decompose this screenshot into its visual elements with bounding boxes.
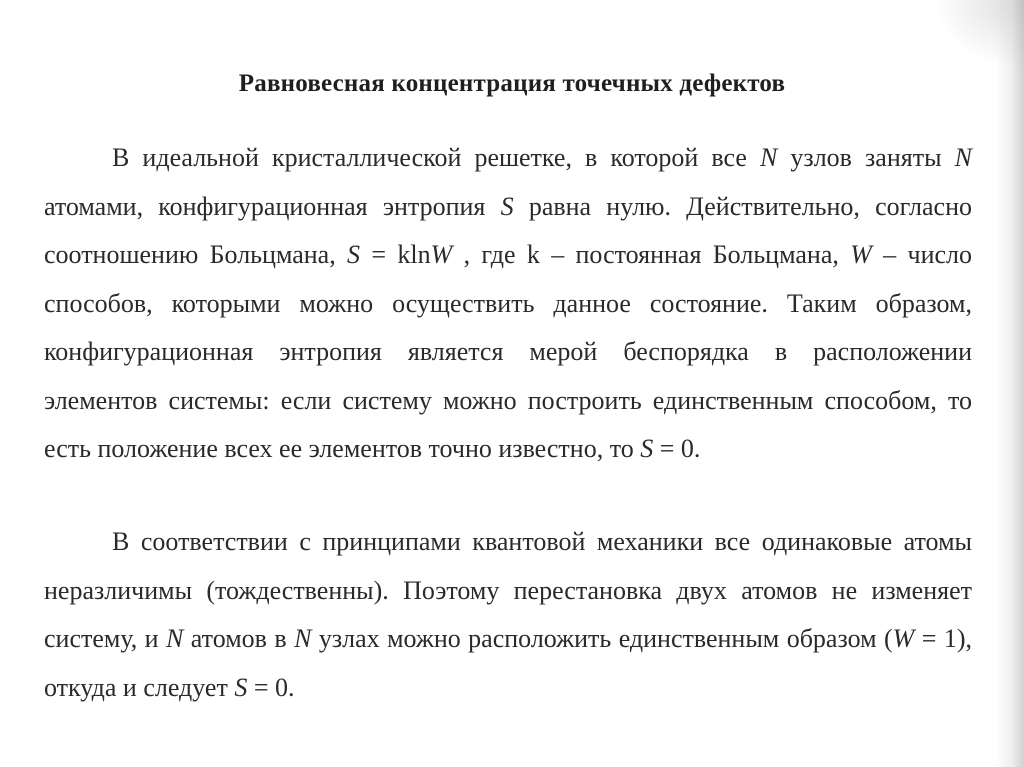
text-run: , где k – постоянная Больцмана, xyxy=(452,240,851,269)
text-run: = 0. xyxy=(247,672,295,702)
page-title: Равновесная концентрация точечных дефектов xyxy=(238,70,786,97)
text-run: = 0. xyxy=(653,434,701,463)
paragraph-2 xyxy=(44,518,972,712)
symbol-s: S xyxy=(347,240,361,269)
symbol-n: N xyxy=(760,143,778,172)
paragraph-1 xyxy=(44,134,972,474)
symbol-w: W xyxy=(892,624,915,653)
symbol-n: N xyxy=(294,624,312,653)
text-run: узлов заняты xyxy=(777,143,955,172)
symbol-w: W xyxy=(850,240,872,269)
page-edge-shadow xyxy=(996,0,1024,767)
symbol-w: W xyxy=(430,240,453,269)
symbol-n: N xyxy=(166,624,184,653)
symbol-s: S xyxy=(640,434,654,463)
text-run: В идеальной кристаллической решетке, в которой все xyxy=(112,143,760,172)
text-run: узлах можно расположить единственным образом ( xyxy=(311,624,893,653)
text-run: атомов в xyxy=(183,624,295,653)
text-run: = kln xyxy=(360,240,431,269)
symbol-s: S xyxy=(500,191,514,221)
text-run: атомами, конфигурационная энтропия xyxy=(44,191,501,221)
symbol-n: N xyxy=(954,143,972,172)
text-run: = 1), откуда и следует xyxy=(44,624,972,702)
symbol-s: S xyxy=(234,672,248,702)
text-run: – число способов, которыми можно осуществить данное состояние. Таким образом, конфигурационная энтропия является мерой беспорядка в расположении элементов системы: если систему можно построить единственным способом, то есть положение всех ее элементов точно известно, то xyxy=(44,240,973,463)
text-run: равна нулю. Действительно, согласно соотношению Больцмана, xyxy=(44,191,972,269)
text-run: В соответствии с принципами квантовой механики все одинаковые атомы неразличимы (тождественны). Поэтому перестановка двух атомов не изменяет систему, и xyxy=(44,527,972,653)
